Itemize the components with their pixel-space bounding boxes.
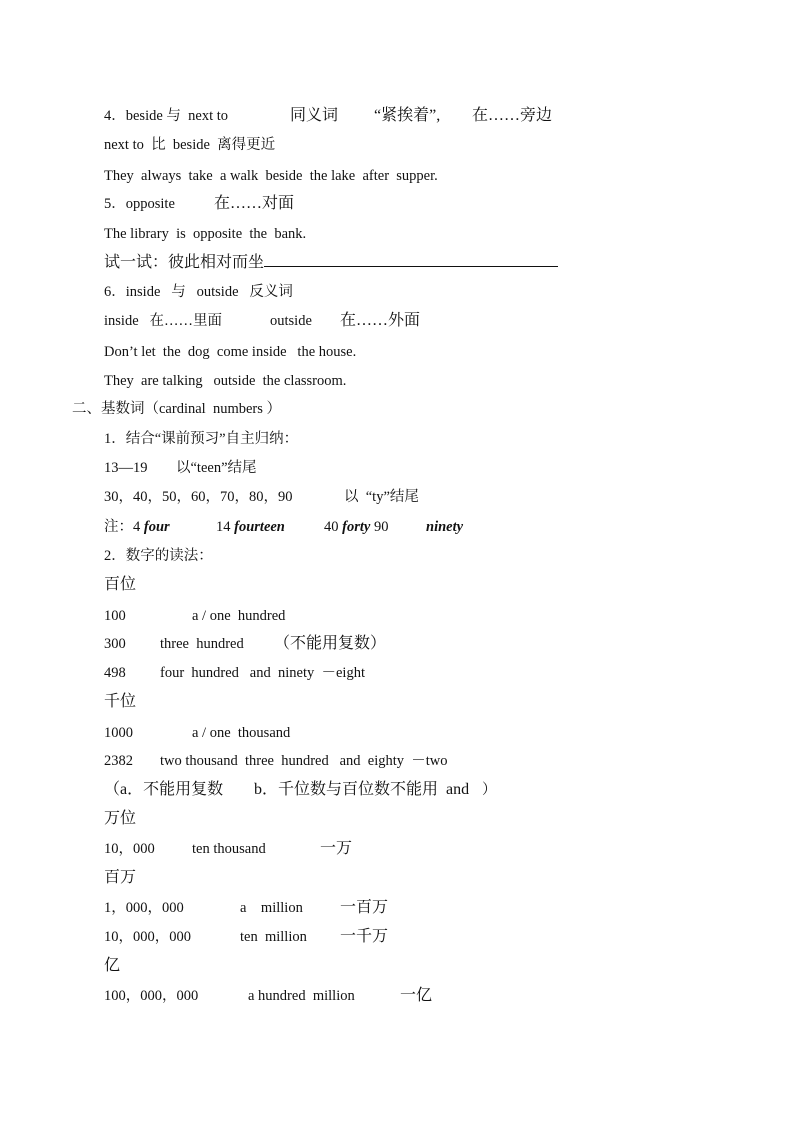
line-10000000: 10，000，000 ten million 一千万 — [104, 928, 389, 945]
line-summary-instruction: 1．结合“课前预习”自主归纳： — [104, 431, 299, 447]
line-next-to-closer: next to 比 beside 离得更近 — [104, 137, 276, 153]
item-4-heading: 4．beside 与 next to — [104, 108, 229, 124]
label-hundreds: 百位 — [104, 576, 137, 593]
line-example-opposite: The library is opposite the bank. — [104, 226, 307, 242]
line-1000: 1000 a / one thousand — [104, 725, 291, 741]
answer-blank[interactable] — [264, 252, 558, 267]
line-teen: 13—19 以“teen”结尾 — [104, 460, 257, 476]
line-10000: 10，000 ten thousand 一万 — [104, 840, 353, 857]
label-thousands: 千位 — [104, 693, 137, 710]
line-100000000: 100，000，000 a hundred million 一亿 — [104, 987, 433, 1004]
line-100: 100 a / one hundred — [104, 608, 286, 624]
line-498: 498 four hundred and ninety －eight — [104, 665, 365, 681]
line-ty: 30，40，50，60，70，80，90 以 “ty”结尾 — [104, 489, 419, 505]
line-example-outside: They are talking outside the classroom. — [104, 373, 347, 389]
item-6-heading: 6．inside 与 outside 反义词 — [104, 284, 293, 300]
line-reading-numbers: 2．数字的读法： — [104, 548, 213, 564]
line-opposite: 5．opposite 在……对面 — [104, 195, 295, 212]
line-inside-outside-meaning: inside 在……里面 outside 在……外面 — [104, 312, 421, 329]
meaning-close: “紧挨着”, — [374, 107, 441, 124]
line-2382: 2382 two thousand three hundred and eighty －two — [104, 753, 448, 769]
label-hundred-millions: 亿 — [104, 957, 121, 974]
synonym-label: 同义词 — [290, 107, 339, 124]
line-1000000: 1，000，000 a million 一百万 — [104, 899, 389, 916]
line-300: 300 three hundred （不能用复数） — [104, 635, 387, 652]
line-example-beside: They always take a walk beside the lake after supper. — [104, 168, 438, 184]
label-ten-thousands: 万位 — [104, 810, 137, 827]
line-thousand-notes: （a．不能用复数 b．千位数与百位数不能用 and ） — [104, 781, 497, 798]
line-inside-outside — [104, 282, 293, 302]
section-2-heading: 二、基数词（cardinal numbers ） — [72, 401, 282, 417]
line-example-inside: Don’t let the dog come inside the house. — [104, 344, 357, 360]
meaning-beside: 在……旁边 — [472, 107, 553, 124]
line-exercise: 试一试：彼此相对而坐 — [104, 252, 558, 273]
line-beside-next-to — [104, 106, 553, 126]
line-note-spelling: 注：4 four 14 fourteen 40 forty 90 ninety — [104, 519, 464, 535]
item-5-heading: 5．opposite — [104, 196, 175, 212]
label-millions: 百万 — [104, 869, 137, 886]
